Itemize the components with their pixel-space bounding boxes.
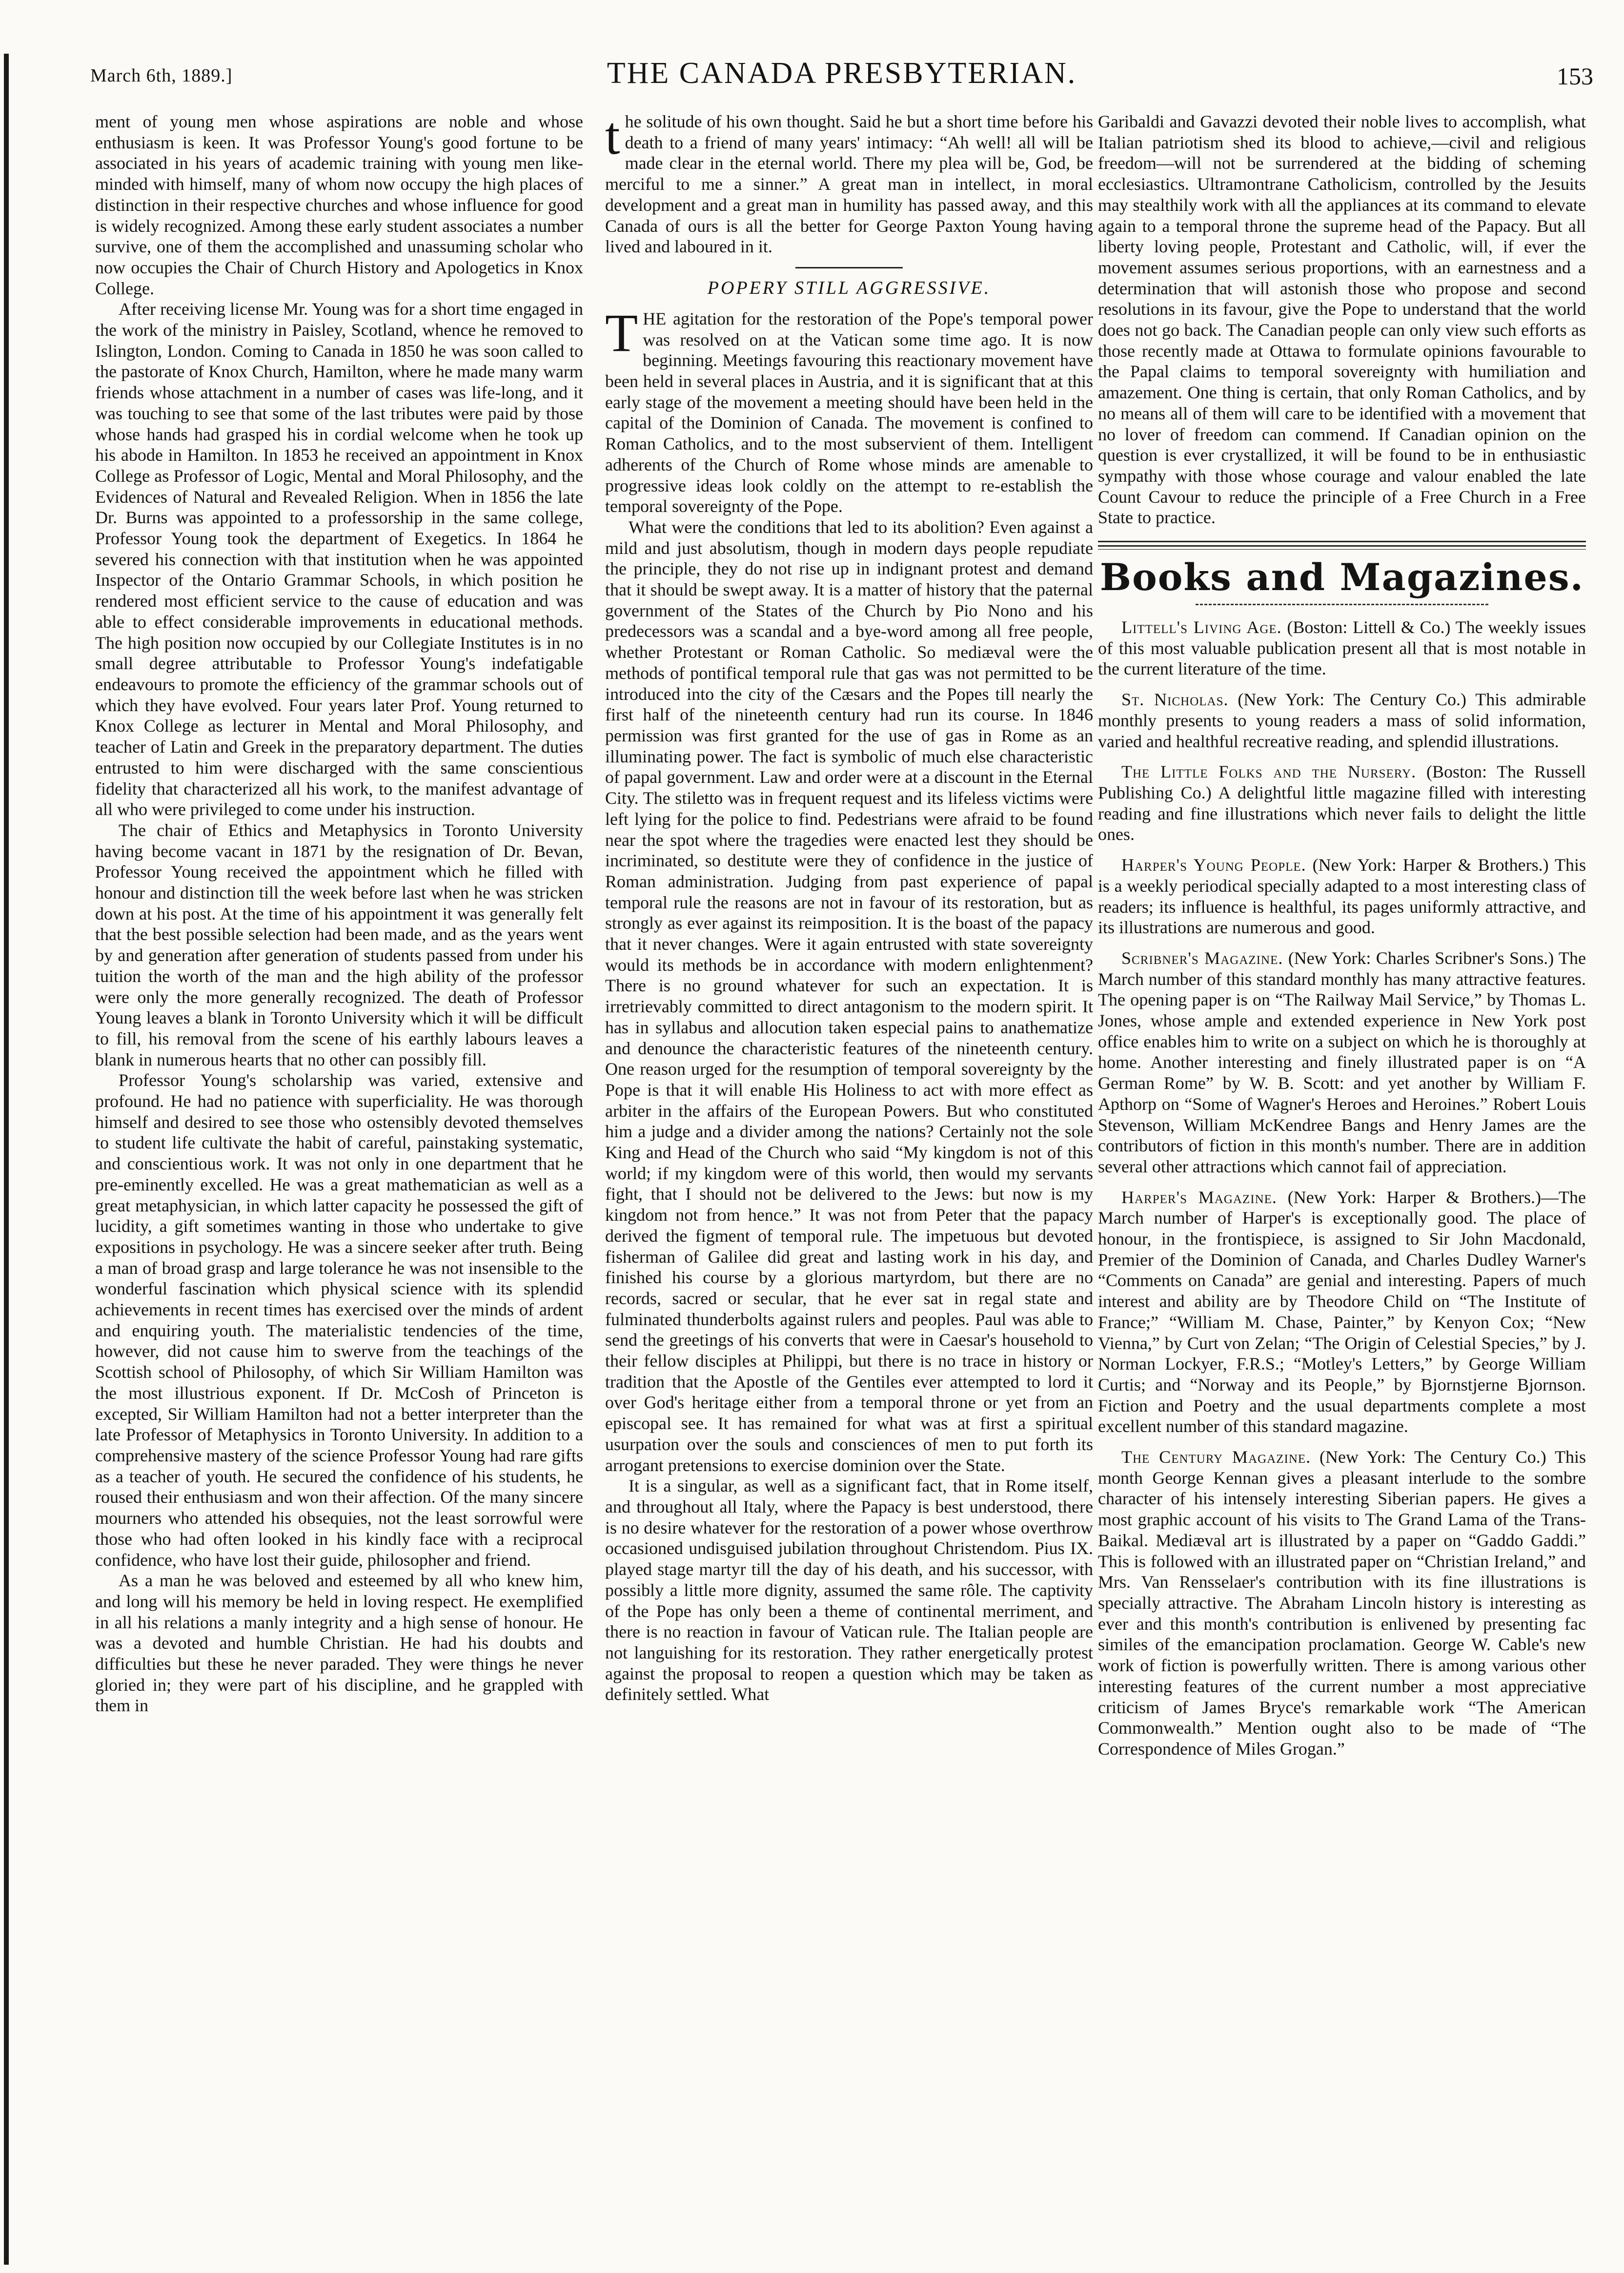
column-3: [1098, 111, 1586, 1769]
article-paragraph: THE agitation for the restoration of the Pope's temporal power was resolved on at the Vatican some time ago. It is now beginning. Meetings favouring this reactionary movement have been held in several places in Austria, and it is significant that at this early stage of the movement a meeting should have been held in the capital of the Dominion of Canada. The movement is confined to Roman Catholics, and to the most subservient of them. Intelligent adherents of the Church of Rome whose minds are amenable to progressive ideas look coldly on the attempt to re-establish the temporal sovereignty of the Pope.: [605, 303, 1093, 516]
publication-name: The Century Magazine.: [1121, 1447, 1311, 1467]
book-entry: [1098, 1447, 1586, 1760]
issue-date: March 6th, 1889.]: [90, 65, 233, 86]
section-title-popery: POPERY STILL AGGRESSIVE.: [707, 277, 991, 298]
page-header: [90, 51, 1593, 100]
column-1: [95, 111, 583, 1716]
section-title-books: Books and Magazines.: [1099, 555, 1584, 599]
publication-name: St. Nicholas.: [1121, 690, 1229, 710]
article-paragraph: Professor Young's scholarship was varied, extensive and profound. He had no patience with superficiality. He was thorough himself and desired to see those who ostensibly devoted themselves to student life cultivate the habit of careful, painstaking systematic, and conscientious work. It was not only in one department that he pre-eminently excelled. He was a great mathematician as well as a great metaphysician, in which latter capacity he possessed the gift of lucidity, a gift sometimes wanting in those who undertake to give expositions in psychology. He was a sincere seeker after truth. Being a man of broad grasp and large tolerance he was not insensible to the wonderful fascination which physical science with its splendid achievements in recent times has exercised over the minds of ardent and enquiring youth. The materialistic tendencies of the time, however, did not cause him to swerve from the teachings of the Scottish school of Philosophy, of which Sir William Hamilton was the most illustrious exponent. If Dr. McCosh of Princeton is excepted, Sir William Hamilton had not a better interpreter than the late Professor of Metaphysics in Toronto University. In addition to a comprehensive mastery of the science Professor Young had rare gifts as a teacher of youth. He secured the confidence of his students, he roused their enthusiasm and won their affection. Of the many sincere mourners who attended his obsequies, not the least sorrowful were those who had often looked in his kindly face with a reciprocal confidence, who have lost their guide, philosopher and friend.: [95, 1070, 583, 1570]
section-divider: [795, 267, 903, 268]
article-paragraph: The chair of Ethics and Metaphysics in Toronto University having become vacant in 1871 by the resignation of Dr. Bevan, Professor Young received the appointment which he filled with honour and distinction till the week before last when he was stricken down at his post. At the time of his appointment it was generally felt that the best possible selection had been made, and as the years went by and generation after generation of students passed from under his tuition the worth of the man and the high ability of the professor were only the more generally recognized. The death of Professor Young leaves a blank in Toronto University which it will be difficult to fill, his removal from the scene of his earthly labours leaves a blank in numerous hearts that no other can possibly fill.: [95, 820, 583, 1069]
book-entry: [1098, 617, 1586, 679]
publication-name: Scribner's Magazine.: [1121, 948, 1283, 968]
article-paragraph: ment of young men whose aspirations are noble and whose enthusiasm is keen. It was Professor Young's good fortune to be associated in his years of academic training with young men like-minded with himself, many of whom now occupy the high places of distinction in their respective churches and whose influence for good is widely recognized. Among these early student associates a number survive, one of them the accomplished and unassuming scholar who now occupies the Chair of Church History and Apologetics in Knox College.: [95, 112, 583, 298]
book-entry: [1098, 761, 1586, 845]
publication-name: Littell's Living Age.: [1121, 617, 1282, 637]
article-paragraph: Garibaldi and Gavazzi devoted their noble lives to accomplish, what Italian patriotism shed its blood to achieve,—civil and religious freedom—will not be surrendered at the bidding of scheming ecclesiastics. Ultramontrane Catholicism, controlled by the Jesuits may stealthily work with all the appliances at its command to elevate again to a temporal throne the supreme head of the Papacy. But all liberty loving people, Protestant and Catholic, will, if ever the movement assumes serious proportions, with an earnestness and a determination that will astonish those who propose and second resolutions in its favour, give the Pope to understand that the world does not go back. The Canadian people can only view such efforts as those recently made at Ottawa to formulate opinions favourable to the Papal claims to temporal sovereignty with humiliation and amazement. One thing is certain, that only Roman Catholics, and by no means all of them will care to be identified with a movement that no lover of freedom can commend. If Canadian opinion on the question is ever crystallized, it will be found to be in enthusiastic sympathy with those whose courage and valour enabled the late Count Cavour to reduce the principle of a Free Church in a Free State to practice.: [1098, 112, 1586, 528]
binding-rule: [4, 54, 9, 2265]
book-entry: [1098, 948, 1586, 1177]
article-paragraph: It is a singular, as well as a significant fact, that in Rome itself, and throughout all Italy, where the Papacy is best understood, there is no desire whatever for the restoration of a power whose overthrow occasioned undisguised jubilation throughout Christendom. Pius IX. played stage martyr till the day of his death, and his successor, with possibly a little more dignity, assumed the same rôle. The captivity of the Pope has only been a theme of continental merriment, and there is no reaction in favour of Vatican rule. The Italian people are not languishing for its restoration. They rather energetically protest against the proposal to reopen a question which may be taken as definitely settled. What: [605, 1476, 1093, 1704]
article-paragraph: As a man he was beloved and esteemed by all who knew him, and long will his memory be held in loving respect. He exemplified in all his relations a manly integrity and a high sense of honour. He was a devoted and humble Christian. He had his doubts and difficulties but these he never paraded. They were things he never gloried in; they were part of his discipline, and he grappled with them in: [95, 1571, 583, 1716]
book-entry: [1098, 1187, 1586, 1437]
section-divider: [1098, 541, 1586, 542]
publication-name: The Little Folks and the Nursery.: [1121, 762, 1417, 782]
publication-name: Harper's Magazine.: [1121, 1187, 1277, 1207]
entry-text: (New York: Harper & Brothers.) This is a weekly periodical specially adapted to a most interesting class of readers; its influence is healthful, its pages uniformly attractive, and its illustrations are numerous and good.: [1098, 855, 1586, 938]
newspaper-title: THE CANADA PRESBYTERIAN.: [607, 57, 1077, 90]
entry-text: (New York: The Century Co.) This admirable monthly presents to young readers a mass of solid information, varied and healthful recreative reading, and splendid illustrations.: [1098, 690, 1586, 751]
entry-text: (Boston: The Russell Publishing Co.) A delightful little magazine filled with interesting reading and fine illustrations which never fails to delight the little ones.: [1098, 762, 1586, 844]
entry-text: (Boston: Littell & Co.) The weekly issues of this most valuable publication present all that is most notable in the current literature of the time.: [1098, 617, 1586, 679]
page-number: 153: [1557, 62, 1593, 90]
section-divider: [1098, 545, 1586, 550]
entry-text: (New York: The Century Co.) This month George Kennan gives a pleasant interlude to the sombre character of his intensely interesting Siberian papers. He gives a most graphic account of his visits to The Grand Lama of the Trans-Baikal. Mediæval art is illustrated by a paper on “Gaddo Gaddi.” This is followed with an illustrated paper on “Christian Ireland,” and Mrs. Van Rensselaer's contribution with its fine illustrations is specially attractive. The Abraham Lincoln history is interesting as ever and this month's contribution is enlivened by presenting fac similes of the emancipation proclamation. George W. Cable's new work of fiction is powerfully written. There is among various other interesting features of the current number a most appreciative criticism of James Bryce's remarkable work “The American Commonwealth.” Mention ought also to be made of “The Correspondence of Miles Grogan.”: [1098, 1447, 1586, 1759]
entry-text: (New York: Charles Scribner's Sons.) The March number of this standard monthly has many attractive features. The opening paper is on “The Railway Mail Service,” by Thomas L. Jones, whose ample and extended experience in New York post office enables him to write on a subject on which he is thoroughly at home. Another interesting and finely illustrated paper is on “A German Rome” by W. B. Scott: and yet another by William F. Apthorp on “Some of Wagner's Heroes and Heroines.” Robert Louis Stevenson, William McKendree Bangs and Henry James are the contributors of fiction in this month's number. There are in addition several other attractions which cannot fail of appreciation.: [1098, 948, 1586, 1176]
book-entry: [1098, 855, 1586, 938]
book-entry: [1098, 689, 1586, 752]
article-paragraph: the solitude of his own thought. Said he but a short time before his death to a friend of many years' intimacy: “Ah well! all will be made clear in the eternal world. There my plea will be, God, be merciful to me a sinner.” A great man in intellect, in moral development and a great man in humility has passed away, and this Canada of ours is all the better for George Paxton Young having lived and laboured in it.: [605, 106, 1093, 257]
column-2: [605, 106, 1093, 1705]
entry-text: (New York: Harper & Brothers.)—The March number of Harper's is exceptionally good. The place of honour, in the frontispiece, is assigned to Sir John Macdonald, Premier of the Dominion of Canada, and Charles Dudley Warner's “Comments on Canada” are genial and interesting. Papers of much interest and ability are by Theodore Child on “The Institute of France;” “William M. Chase, Painter,” by Kenyon Cox; “New Vienna,” by Curt von Zelan; “The Origin of Celestial Species,” by J. Norman Lockyer, F.R.S.; “Motley's Letters,” by George William Curtis; and “Norway and its People,” by Bjornstjerne Bjornson. Fiction and Poetry and the usual departments complete a most excellent number of this standard magazine.: [1098, 1187, 1586, 1436]
section-divider: [1196, 604, 1488, 605]
article-paragraph: After receiving license Mr. Young was for a short time engaged in the work of the ministry in Paisley, Scotland, whence he removed to Islington, London. Coming to Canada in 1850 he was soon called to the pastorate of Knox Church, Hamilton, where he made many warm friends whose attachment in a number of cases was life-long, and it was touching to see that some of the last tributes were paid by those whose hands had grasped his in cordial welcome when he took up his abode in Hamilton. In 1853 he received an appointment in Knox College as Professor of Logic, Mental and Moral Philosophy, and the Evidences of Natural and Revealed Religion. When in 1856 the late Dr. Burns was appointed to a professorship in the same college, Professor Young took the department of Exegetics. In 1864 he severed his connection with that institution when he was appointed Inspector of the Ontario Grammar Schools, in which position he rendered most efficient service to the cause of education and was able to effect considerable improvements in educational methods. The high position now occupied by our Collegiate Institutes is in no small degree attributable to Professor Young's indefatigable endeavours to promote the efficiency of the grammar schools out of which they have evolved. Four years later Prof. Young returned to Knox College as lecturer in Mental and Moral Philosophy, and teacher of Latin and Greek in the preparatory department. The duties entrusted to him were discharged with the same conscientious fidelity that characterized all his work, to the manifest advantage of all who were privileged to come under his instruction.: [95, 299, 583, 819]
publication-name: Harper's Young People.: [1121, 855, 1306, 875]
article-paragraph: What were the conditions that led to its abolition? Even against a mild and just absolutism, though in modern days people repudiate the principle, they do not rise up in indignant protest and demand that it should be swept away. It is a matter of history that the paternal government of the States of the Church by Pio Nono and his predecessors was a scandal and a bye-word among all free people, whether Protestant or Roman Catholic. So mediæval were the methods of pontifical temporal rule that gas was not permitted to be introduced into the city of the Cæsars and the Popes till nearly the first half of the nineteenth century had run its course. In 1846 permission was first granted for the use of gas in Rome as an illuminating power. The fact is symbolic of much else characteristic of papal government. Law and order were at a discount in the Eternal City. The stiletto was in frequent request and its lifeless victims were left lying for the police to find. Pedestrians were afraid to be found near the spot where the tragedies were enacted lest they should be incriminated, so destitute were they of confidence in the justice of Roman administration. Judging from past experience of papal temporal rule the reasons are not in favour of its restoration, but as strongly as ever against its reimposition. It is the boast of the papacy that it never changes. Were it again entrusted with state sovereignty would its methods be in accordance with modern enlightenment? There is no ground whatever for such an expectation. It is irretrievably committed to direct antagonism to the modern spirit. It has in syllabus and allocution taken especial pains to anathematize and denounce the characteristic features of the nineteenth century. One reason urged for the resumption of temporal sovereignty by the Pope is that it will enable His Holiness to act with more effect as arbiter in the affairs of the European Powers. But who constituted him a judge and a divider among the nations? Certainly not the sole King and Head of the Church who said “My kingdom is not of this world; if my kingdom were of this world, then would my servants fight, that I should not be delivered to the Jews: but now is my kingdom not from hence.” It was not from Peter that the papacy derived the figment of temporal rule. The impetuous but devoted fisherman of Galilee did great and lasting work in his day, and finished his course by a glorious martyrdom, but there are no records, sacred or secular, that he ever sat in regal state and fulminated thunderbolts against rulers and peoples. Paul was able to send the greetings of his converts that were in Caesar's household to their fellow disciples at Philippi, but there is no trace in history or tradition that the Apostle of the Gentiles ever attempted to lord it over God's heritage either from a temporal throne or yet from an episcopal see. It has remained for what was at first a spiritual usurpation over the souls and consciences of men to put forth its arrogant pretensions to exercise dominion over the State.: [605, 517, 1093, 1475]
